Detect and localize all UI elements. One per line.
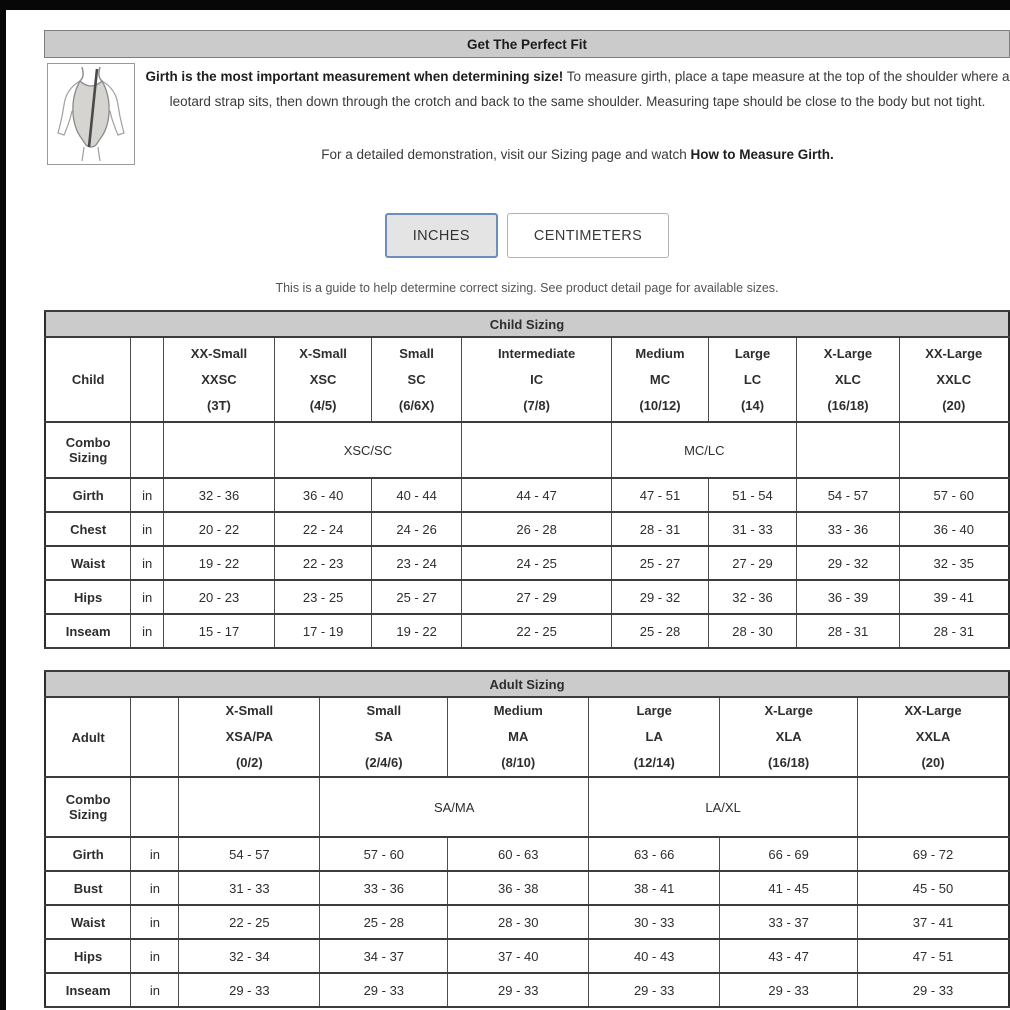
- adult-unit-cell: in: [131, 837, 179, 871]
- child-unit-cell: in: [131, 478, 164, 512]
- child-table-row: [45, 512, 1009, 546]
- adult-size-value-cell: 66 - 69: [720, 837, 858, 871]
- child-size-value-cell: 44 - 47: [461, 478, 611, 512]
- girth-instructions-paragraph: [145, 64, 1010, 114]
- child-row-label: Hips: [45, 580, 131, 614]
- child-size-value-cell: 15 - 17: [164, 614, 275, 648]
- adult-size-value-cell: 63 - 66: [589, 837, 720, 871]
- child-size-value-cell: 25 - 28: [612, 614, 708, 648]
- demo-line-text: For a detailed demonstration, visit our Sizing page and watch: [321, 147, 691, 162]
- inches-button[interactable]: INCHES: [385, 213, 498, 258]
- adult-size-value-cell: 29 - 33: [858, 973, 1009, 1007]
- adult-size-column-header: Large LA (12/14): [589, 697, 720, 777]
- child-size-value-cell: 36 - 40: [274, 478, 371, 512]
- adult-size-value-cell: 29 - 33: [589, 973, 720, 1007]
- adult-combo-cell: SA/MA: [320, 777, 589, 837]
- child-size-column-header: XX-Small XXSC (3T): [164, 337, 275, 422]
- adult-size-value-cell: 60 - 63: [448, 837, 589, 871]
- child-size-value-cell: 25 - 27: [372, 580, 462, 614]
- leotard-measurement-figure: [47, 63, 135, 165]
- child-size-value-cell: 47 - 51: [612, 478, 708, 512]
- child-unit-cell: in: [131, 546, 164, 580]
- child-combo-row-label: Combo Sizing: [45, 422, 131, 478]
- child-size-value-cell: 25 - 27: [612, 546, 708, 580]
- adult-size-value-cell: 57 - 60: [320, 837, 448, 871]
- page-title: [44, 30, 1010, 58]
- child-size-value-cell: 29 - 32: [797, 546, 899, 580]
- child-size-value-cell: 22 - 25: [461, 614, 611, 648]
- child-combo-cell: [461, 422, 611, 478]
- adult-size-value-cell: 33 - 36: [320, 871, 448, 905]
- adult-size-column-header: Small SA (2/4/6): [320, 697, 448, 777]
- adult-unit-cell: in: [131, 939, 179, 973]
- page-title-text: Get The Perfect Fit: [466, 36, 588, 52]
- child-combo-cell: MC/LC: [612, 422, 797, 478]
- adult-row-label: Girth: [45, 837, 131, 871]
- child-size-value-cell: 19 - 22: [372, 614, 462, 648]
- child-size-value-cell: 51 - 54: [708, 478, 797, 512]
- girth-instructions-rest: To measure girth, place a tape measure at the top of the shoulder where a leotard strap sits, then down through the crotch and back to the same shoulder. Measuring tape should be close to the body but not tight.: [169, 69, 1010, 109]
- sizing-guide-page: [44, 30, 1010, 1008]
- child-size-column-header: Medium MC (10/12): [612, 337, 708, 422]
- child-size-value-cell: 32 - 35: [899, 546, 1009, 580]
- adult-table-row: [45, 973, 1009, 1007]
- child-size-column-header: Small SC (6/6X): [372, 337, 462, 422]
- demo-line-bold: How to Measure Girth.: [690, 147, 834, 162]
- adult-unit-header-cell: [131, 697, 179, 777]
- adult-size-value-cell: 54 - 57: [179, 837, 320, 871]
- adult-table-row: [45, 837, 1009, 871]
- child-row-label: Girth: [45, 478, 131, 512]
- adult-sizing-table: [44, 670, 1010, 1008]
- child-row-label: Inseam: [45, 614, 131, 648]
- adult-size-value-cell: 25 - 28: [320, 905, 448, 939]
- child-size-value-cell: 57 - 60: [899, 478, 1009, 512]
- child-size-value-cell: 29 - 32: [612, 580, 708, 614]
- centimeters-button[interactable]: CENTIMETERS: [507, 213, 669, 258]
- adult-size-value-cell: 32 - 34: [179, 939, 320, 973]
- adult-size-column-header: Medium MA (8/10): [448, 697, 589, 777]
- child-unit-cell: in: [131, 512, 164, 546]
- adult-size-column-header: X-Large XLA (16/18): [720, 697, 858, 777]
- child-unit-header-cell: [131, 337, 164, 422]
- child-size-value-cell: 17 - 19: [274, 614, 371, 648]
- adult-combo-cell: LA/XL: [589, 777, 858, 837]
- child-size-value-cell: 31 - 33: [708, 512, 797, 546]
- child-size-value-cell: 22 - 23: [274, 546, 371, 580]
- child-combo-cell: [164, 422, 275, 478]
- child-size-value-cell: 33 - 36: [797, 512, 899, 546]
- child-size-value-cell: 26 - 28: [461, 512, 611, 546]
- adult-size-value-cell: 33 - 37: [720, 905, 858, 939]
- child-size-value-cell: 23 - 25: [274, 580, 371, 614]
- adult-unit-cell: in: [131, 973, 179, 1007]
- adult-table-row: [45, 939, 1009, 973]
- child-size-value-cell: 40 - 44: [372, 478, 462, 512]
- child-size-value-cell: 32 - 36: [164, 478, 275, 512]
- child-size-value-cell: 28 - 31: [797, 614, 899, 648]
- adult-size-value-cell: 34 - 37: [320, 939, 448, 973]
- child-size-column-header: Intermediate IC (7/8): [461, 337, 611, 422]
- adult-combo-cell: [179, 777, 320, 837]
- child-size-value-cell: 28 - 31: [612, 512, 708, 546]
- adult-size-value-cell: 38 - 41: [589, 871, 720, 905]
- child-table-title: Child Sizing: [45, 311, 1009, 337]
- adult-row-label: Waist: [45, 905, 131, 939]
- adult-size-value-cell: 29 - 33: [720, 973, 858, 1007]
- child-table-row: [45, 546, 1009, 580]
- adult-row-label: Hips: [45, 939, 131, 973]
- adult-size-column-header: X-Small XSA/PA (0/2): [179, 697, 320, 777]
- child-size-column-header: XX-Large XXLC (20): [899, 337, 1009, 422]
- adult-unit-cell: in: [131, 871, 179, 905]
- child-combo-cell: XSC/SC: [274, 422, 461, 478]
- child-size-value-cell: 22 - 24: [274, 512, 371, 546]
- child-row-label: Chest: [45, 512, 131, 546]
- adult-size-value-cell: 41 - 45: [720, 871, 858, 905]
- girth-instructions: [135, 64, 1010, 167]
- child-size-value-cell: 36 - 39: [797, 580, 899, 614]
- guide-note: This is a guide to help determine correct sizing. See product detail page for available sizes.: [275, 281, 779, 295]
- child-size-value-cell: 20 - 23: [164, 580, 275, 614]
- adult-combo-unit-cell: [131, 777, 179, 837]
- child-table-row: [45, 478, 1009, 512]
- adult-size-value-cell: 28 - 30: [448, 905, 589, 939]
- leotard-girth-diagram-icon: [52, 67, 130, 161]
- adult-size-value-cell: 31 - 33: [179, 871, 320, 905]
- child-size-value-cell: 39 - 41: [899, 580, 1009, 614]
- child-unit-cell: in: [131, 614, 164, 648]
- adult-row-label: Bust: [45, 871, 131, 905]
- child-size-value-cell: 27 - 29: [461, 580, 611, 614]
- child-row-label: Waist: [45, 546, 131, 580]
- adult-size-value-cell: 40 - 43: [589, 939, 720, 973]
- child-size-value-cell: 32 - 36: [708, 580, 797, 614]
- adult-size-value-cell: 45 - 50: [858, 871, 1009, 905]
- adult-size-value-cell: 47 - 51: [858, 939, 1009, 973]
- adult-size-column-header: XX-Large XXLA (20): [858, 697, 1009, 777]
- window-frame-top: [0, 0, 1010, 10]
- adult-size-value-cell: 29 - 33: [320, 973, 448, 1007]
- adult-combo-row-label: Combo Sizing: [45, 777, 131, 837]
- adult-size-value-cell: 22 - 25: [179, 905, 320, 939]
- child-size-value-cell: 23 - 24: [372, 546, 462, 580]
- demo-line: [145, 142, 1010, 167]
- intro-section: [44, 63, 1010, 167]
- child-size-value-cell: 28 - 30: [708, 614, 797, 648]
- adult-unit-cell: in: [131, 905, 179, 939]
- child-size-column-header: X-Small XSC (4/5): [274, 337, 371, 422]
- child-size-value-cell: 20 - 22: [164, 512, 275, 546]
- child-combo-cell: [797, 422, 899, 478]
- child-size-column-header: X-Large XLC (16/18): [797, 337, 899, 422]
- child-combo-cell: [899, 422, 1009, 478]
- adult-table-row: [45, 871, 1009, 905]
- child-table-row: [45, 580, 1009, 614]
- adult-size-value-cell: 30 - 33: [589, 905, 720, 939]
- child-row-header-label: Child: [45, 337, 131, 422]
- child-size-value-cell: 27 - 29: [708, 546, 797, 580]
- adult-size-value-cell: 29 - 33: [179, 973, 320, 1007]
- child-size-column-header: Large LC (14): [708, 337, 797, 422]
- window-frame-left: [0, 0, 6, 1010]
- child-size-value-cell: 54 - 57: [797, 478, 899, 512]
- child-table-row: [45, 614, 1009, 648]
- unit-toggle: [44, 213, 1010, 258]
- child-combo-unit-cell: [131, 422, 164, 478]
- adult-table-title: Adult Sizing: [45, 671, 1009, 697]
- adult-size-value-cell: 69 - 72: [858, 837, 1009, 871]
- adult-size-value-cell: 37 - 41: [858, 905, 1009, 939]
- child-size-value-cell: 24 - 25: [461, 546, 611, 580]
- adult-combo-cell: [858, 777, 1009, 837]
- child-sizing-table: [44, 310, 1010, 649]
- adult-table-row: [45, 905, 1009, 939]
- girth-instructions-bold: Girth is the most important measurement when determining size!: [145, 69, 564, 84]
- child-size-value-cell: 28 - 31: [899, 614, 1009, 648]
- adult-size-value-cell: 36 - 38: [448, 871, 589, 905]
- child-size-value-cell: 19 - 22: [164, 546, 275, 580]
- adult-size-value-cell: 37 - 40: [448, 939, 589, 973]
- adult-row-header-label: Adult: [45, 697, 131, 777]
- child-unit-cell: in: [131, 580, 164, 614]
- adult-size-value-cell: 43 - 47: [720, 939, 858, 973]
- adult-size-value-cell: 29 - 33: [448, 973, 589, 1007]
- adult-row-label: Inseam: [45, 973, 131, 1007]
- child-size-value-cell: 36 - 40: [899, 512, 1009, 546]
- child-size-value-cell: 24 - 26: [372, 512, 462, 546]
